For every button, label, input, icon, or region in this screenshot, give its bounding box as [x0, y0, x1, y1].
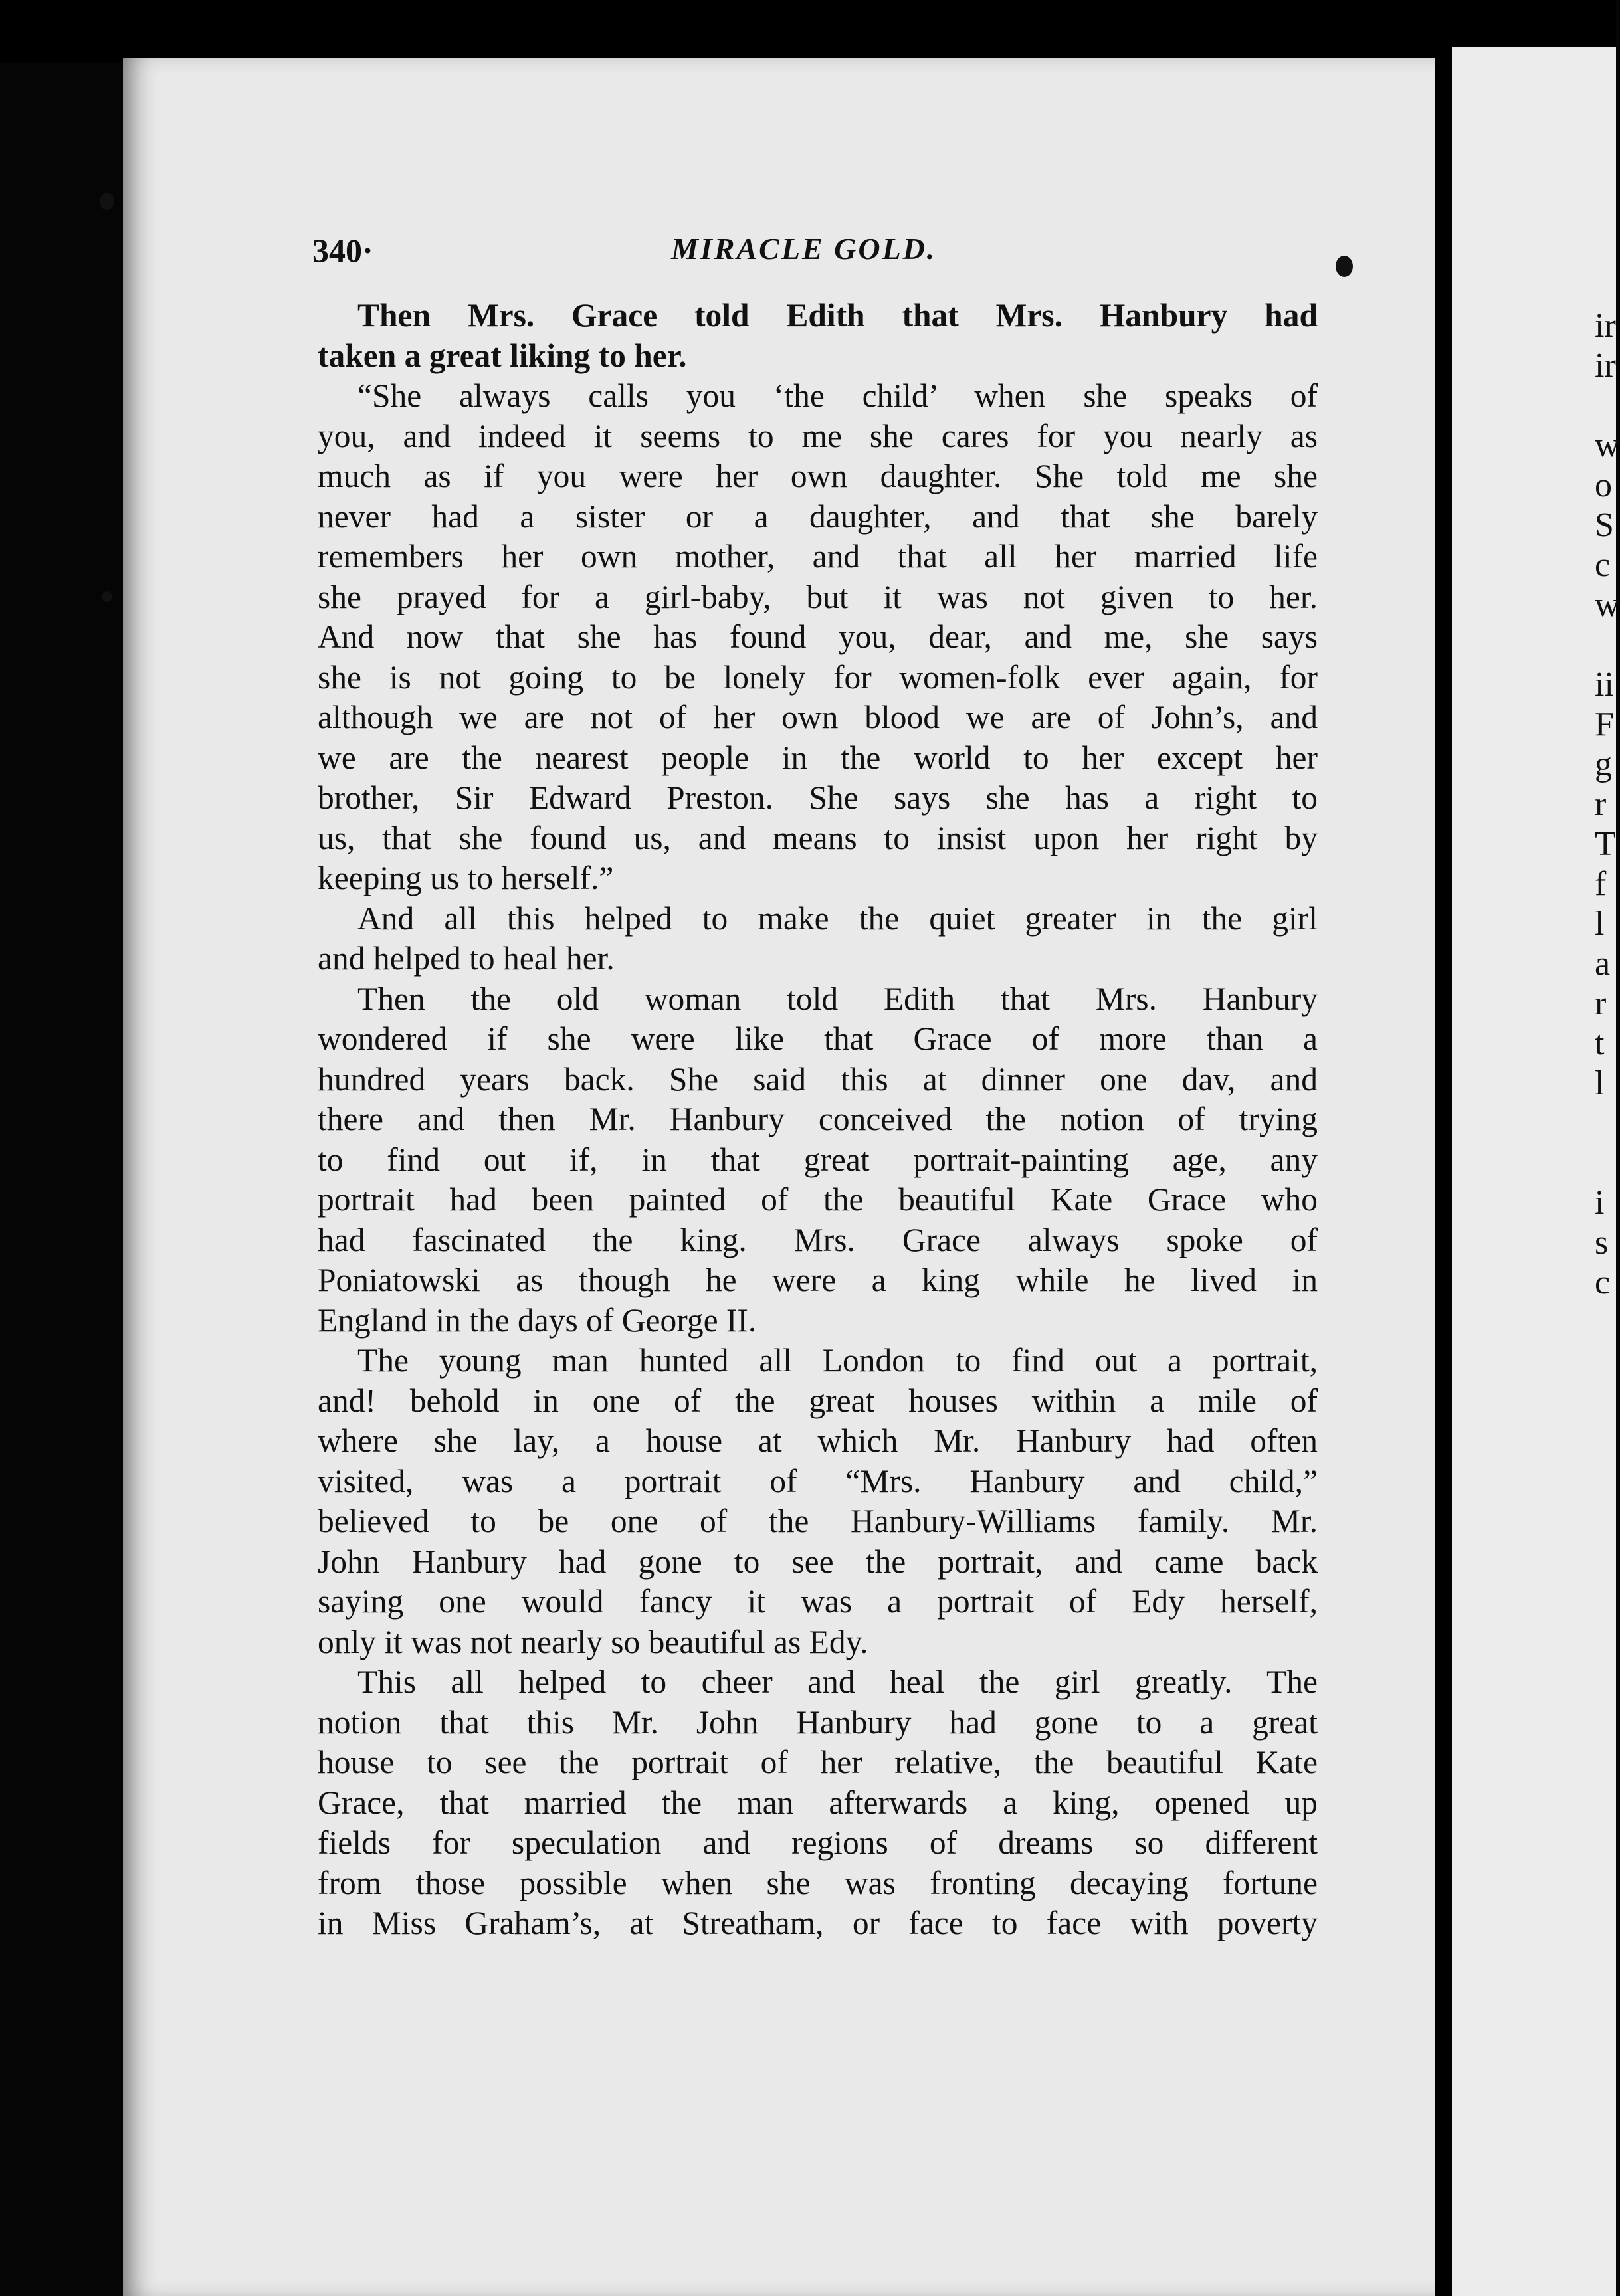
adjacent-page-fragment: w — [1595, 586, 1620, 624]
text-line: in Miss Graham’s, at Streatham, or face to face with poverty — [318, 1905, 1318, 1941]
text-line: Poniatowski as though he were a king while he lived in — [318, 1262, 1318, 1298]
ink-blot — [1336, 256, 1353, 277]
adjacent-page-fragment: l — [1595, 905, 1605, 943]
book-gutter — [1435, 40, 1452, 2296]
adjacent-page-fragment: f — [1595, 865, 1607, 903]
text-line: much as if you were her own daughter. She told me she — [318, 458, 1318, 494]
text-line: you, and indeed it seems to me she cares for you nearly as — [318, 417, 1318, 454]
text-line: Then the old woman told Edith that Mrs. Hanbury — [357, 980, 1318, 1017]
text-line: John Hanbury had gone to see the portrait, and came back — [318, 1543, 1318, 1580]
adjacent-page-fragment: c — [1595, 1264, 1611, 1301]
text-line: although we are not of her own blood we are of John’s, and — [318, 699, 1318, 735]
text-line: Grace, that married the man afterwards a king, opened up — [318, 1784, 1318, 1821]
text-line: keeping us to herself.” — [318, 860, 614, 896]
paragraph — [318, 376, 1318, 899]
adjacent-page-fragment: r — [1595, 785, 1607, 823]
adjacent-page-fragment: g — [1595, 745, 1612, 783]
adjacent-page-fragment: T — [1595, 825, 1616, 863]
adjacent-page-fragment: S — [1595, 506, 1614, 544]
adjacent-page-fragment: F — [1595, 706, 1614, 743]
text-line: taken a great liking to her. — [318, 337, 687, 374]
adjacent-page-fragment: t — [1595, 1024, 1605, 1062]
paragraph — [318, 296, 1318, 376]
text-line: to find out if, in that great portrait-painting age, any — [318, 1141, 1318, 1178]
adjacent-page-fragment: w — [1595, 427, 1620, 464]
text-line: had fascinated the king. Mrs. Grace always spoke of — [318, 1221, 1318, 1258]
page-number: 340· — [312, 232, 373, 269]
text-line: she is not going to be lonely for women-folk ever again, for — [318, 658, 1318, 696]
text-line: saying one would fancy it was a portrait of Edy herself, — [318, 1583, 1318, 1620]
text-line: only it was not nearly so beautiful as Edy. — [318, 1623, 868, 1660]
text-line: And now that she has found you, dear, and me, she says — [318, 619, 1318, 655]
text-line: we are the nearest people in the world to her except her — [318, 739, 1318, 776]
adjacent-page-fragment: a — [1595, 945, 1611, 983]
text-line: “She always calls you ‘the child’ when she speaks of — [357, 377, 1318, 414]
adjacent-page-fragment: i — [1595, 1184, 1605, 1222]
page-header — [312, 231, 1316, 271]
text-line: from those possible when she was fronting decaying fortune — [318, 1864, 1318, 1901]
body-text — [318, 296, 1318, 1944]
adjacent-page-fragment: r — [1595, 985, 1607, 1022]
ink-blot — [100, 193, 114, 210]
text-line: hundred years back. She said this at dinner one dav, and — [318, 1060, 1318, 1098]
text-line: where she lay, a house at which Mr. Hanbury had often — [318, 1422, 1318, 1459]
text-line: England in the days of George II. — [318, 1301, 757, 1339]
text-line: notion that this Mr. John Hanbury had gone to a great — [318, 1703, 1318, 1741]
adjacent-page-fragment: o — [1595, 466, 1612, 504]
text-line: and! behold in one of the great houses within a mile of — [318, 1382, 1318, 1419]
adjacent-page-fragment: ir — [1595, 307, 1616, 345]
text-line: believed to be one of the Hanbury-Williams family. Mr. — [318, 1503, 1318, 1539]
text-line: The young man hunted all London to find out a portrait, — [357, 1342, 1318, 1379]
text-line: Then Mrs. Grace told Edith that Mrs. Hanbury had — [357, 297, 1318, 334]
text-line: she prayed for a girl-baby, but it was not given to her. — [318, 578, 1318, 615]
text-line: brother, Sir Edward Preston. She says she has a right to — [318, 779, 1318, 816]
adjacent-page-fragment: c — [1595, 546, 1611, 584]
text-line: fields for speculation and regions of dreams so different — [318, 1824, 1318, 1861]
ink-blot — [102, 591, 112, 602]
paragraph — [318, 979, 1318, 1341]
adjacent-page-edge — [1452, 47, 1620, 2296]
adjacent-page-fragment: s — [1595, 1224, 1609, 1262]
paragraph — [318, 1341, 1318, 1662]
paragraph — [318, 1662, 1318, 1944]
scan-background — [0, 0, 1616, 63]
text-line: and helped to heal her. — [318, 940, 615, 977]
text-line: house to see the portrait of her relative, the beautiful Kate — [318, 1744, 1318, 1780]
text-line: This all helped to cheer and heal the girl greatly. The — [357, 1664, 1318, 1700]
text-line: visited, was a portrait of “Mrs. Hanbury and child,” — [318, 1462, 1318, 1499]
text-line: never had a sister or a daughter, and that she barely — [318, 498, 1318, 535]
paragraph — [318, 899, 1318, 979]
text-line: portrait had been painted of the beautiful Kate Grace who — [318, 1181, 1318, 1218]
adjacent-page-fragment: l — [1595, 1064, 1605, 1102]
running-head: MIRACLE GOLD. — [671, 232, 937, 266]
text-line: wondered if she were like that Grace of more than a — [318, 1020, 1318, 1057]
text-line: there and then Mr. Hanbury conceived the notion of trying — [318, 1101, 1318, 1137]
text-line: And all this helped to make the quiet greater in the girl — [357, 900, 1318, 937]
text-line: us, that she found us, and means to insist upon her right by — [318, 819, 1318, 856]
adjacent-page-fragment: ir — [1595, 347, 1616, 385]
adjacent-page-fragment: ii — [1595, 666, 1614, 704]
text-line: remembers her own mother, and that all her married life — [318, 538, 1318, 575]
